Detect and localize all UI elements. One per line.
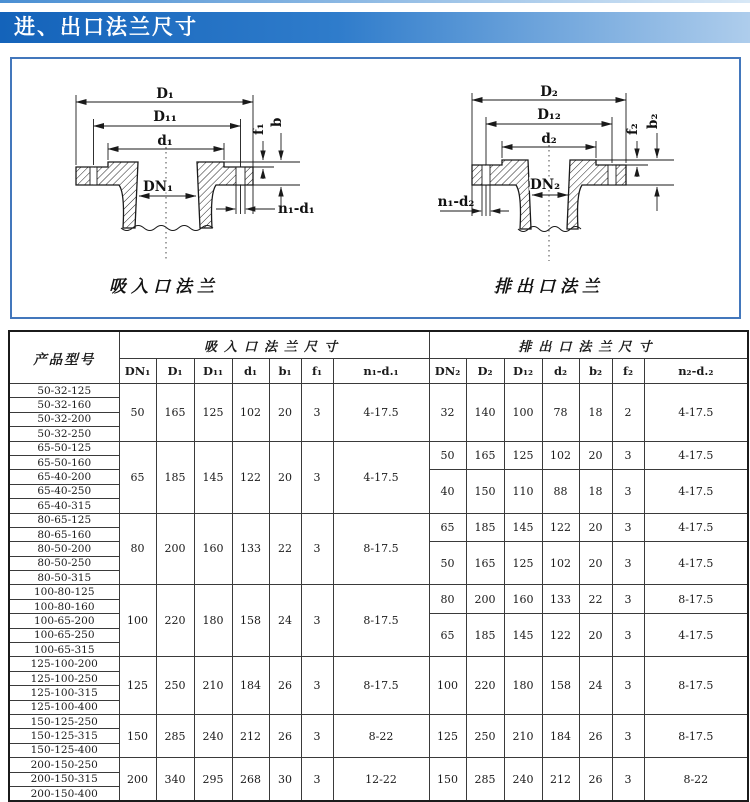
discharge-section-header: 排出口法兰尺寸 xyxy=(429,331,748,359)
dimension-value-cell: 40 xyxy=(429,470,466,513)
product-model-cell: 200-150-400 xyxy=(9,786,119,801)
dimension-value-cell: 100 xyxy=(504,384,542,442)
dimension-value-cell: 88 xyxy=(542,470,579,513)
product-model-cell: 65-40-250 xyxy=(9,484,119,498)
dimension-value-cell: 78 xyxy=(542,384,579,442)
label-d2: d₂ xyxy=(541,131,557,147)
product-model-cell: 200-150-250 xyxy=(9,758,119,772)
top-accent-stripe xyxy=(0,0,750,3)
dimension-value-cell: 3 xyxy=(612,614,644,657)
dimension-value-cell: 20 xyxy=(579,441,612,470)
dimension-value-cell: 268 xyxy=(232,758,269,802)
dimension-value-cell: 50 xyxy=(119,384,156,442)
label-b: b xyxy=(269,117,285,127)
dimension-value-cell: 200 xyxy=(119,758,156,802)
dimension-value-cell: 20 xyxy=(579,513,612,542)
label-D2: D₂ xyxy=(540,84,558,100)
dimension-value-cell: 160 xyxy=(194,513,232,585)
product-model-cell: 80-50-250 xyxy=(9,556,119,570)
dimension-column-header: d₁ xyxy=(232,359,269,384)
label-f1: f₁ xyxy=(251,123,267,135)
dimension-value-cell: 4-17.5 xyxy=(644,384,748,442)
label-b2: b₂ xyxy=(645,113,661,129)
product-model-cell: 150-125-315 xyxy=(9,729,119,743)
dimension-column-header: DN₂ xyxy=(429,359,466,384)
product-model-cell: 80-50-200 xyxy=(9,542,119,556)
dimension-value-cell: 145 xyxy=(504,513,542,542)
dimension-value-cell: 20 xyxy=(269,441,301,513)
dimension-value-cell: 158 xyxy=(232,585,269,657)
dimension-column-header: D₁₁ xyxy=(194,359,232,384)
dimension-value-cell: 184 xyxy=(232,657,269,715)
product-model-cell: 100-65-315 xyxy=(9,643,119,657)
product-model-cell: 50-32-125 xyxy=(9,384,119,398)
label-n1-d2: n₁-d₂ xyxy=(437,194,475,210)
dimension-value-cell: 3 xyxy=(612,513,644,542)
dimension-value-cell: 80 xyxy=(119,513,156,585)
dimension-column-header: f₂ xyxy=(612,359,644,384)
dimension-value-cell: 160 xyxy=(504,585,542,614)
dimension-value-cell: 180 xyxy=(194,585,232,657)
dimension-value-cell: 8-17.5 xyxy=(333,513,429,585)
product-model-cell: 80-65-160 xyxy=(9,527,119,541)
product-model-cell: 100-80-160 xyxy=(9,599,119,613)
dimension-value-cell: 180 xyxy=(504,657,542,715)
dimension-value-cell: 125 xyxy=(504,542,542,585)
product-model-cell: 80-50-315 xyxy=(9,571,119,585)
dimension-value-cell: 295 xyxy=(194,758,232,802)
dimension-value-cell: 20 xyxy=(579,614,612,657)
product-model-cell: 65-50-125 xyxy=(9,441,119,455)
table-row xyxy=(9,657,748,671)
product-model-cell: 125-100-200 xyxy=(9,657,119,671)
dimension-value-cell: 100 xyxy=(119,585,156,657)
dimension-value-cell: 125 xyxy=(429,714,466,757)
dimension-value-cell: 250 xyxy=(156,657,194,715)
dimension-value-cell: 22 xyxy=(579,585,612,614)
product-model-cell: 125-100-400 xyxy=(9,700,119,714)
dimension-value-cell: 8-17.5 xyxy=(644,585,748,614)
page-title: 进、出口法兰尺寸 xyxy=(14,15,198,39)
product-model-cell: 125-100-315 xyxy=(9,686,119,700)
dimension-value-cell: 32 xyxy=(429,384,466,442)
dimension-value-cell: 212 xyxy=(232,714,269,757)
suction-section-header: 吸入口法兰尺寸 xyxy=(119,331,429,359)
dimension-value-cell: 65 xyxy=(429,513,466,542)
dimension-value-cell: 3 xyxy=(301,384,333,442)
product-model-cell: 65-40-315 xyxy=(9,499,119,513)
dimension-value-cell: 3 xyxy=(301,441,333,513)
label-D11: D₁₁ xyxy=(153,109,177,125)
dimension-value-cell: 18 xyxy=(579,384,612,442)
dimension-value-cell: 210 xyxy=(504,714,542,757)
dimension-value-cell: 24 xyxy=(579,657,612,715)
dimension-value-cell: 125 xyxy=(194,384,232,442)
product-model-cell: 65-50-160 xyxy=(9,455,119,469)
dimension-value-cell: 3 xyxy=(612,585,644,614)
dimension-value-cell: 3 xyxy=(612,758,644,802)
dimension-value-cell: 100 xyxy=(429,657,466,715)
dimension-value-cell: 3 xyxy=(301,714,333,757)
dimension-value-cell: 122 xyxy=(232,441,269,513)
dimension-value-cell: 285 xyxy=(156,714,194,757)
product-model-cell: 200-150-315 xyxy=(9,772,119,786)
dimension-value-cell: 4-17.5 xyxy=(333,441,429,513)
dimension-value-cell: 65 xyxy=(119,441,156,513)
label-D12: D₁₂ xyxy=(537,107,561,123)
dimension-value-cell: 150 xyxy=(119,714,156,757)
dimension-value-cell: 4-17.5 xyxy=(644,441,748,470)
table-row xyxy=(9,441,748,455)
flange-drawings xyxy=(12,59,739,317)
dimension-value-cell: 24 xyxy=(269,585,301,657)
dimension-value-cell: 18 xyxy=(579,470,612,513)
flange-section-right-half xyxy=(567,160,626,229)
table-row xyxy=(9,714,748,728)
dimension-value-cell: 122 xyxy=(542,513,579,542)
table-row xyxy=(9,513,748,527)
discharge-caption: 排出口法兰 xyxy=(494,277,604,297)
dimension-value-cell: 240 xyxy=(194,714,232,757)
table-row xyxy=(9,384,748,398)
dimension-value-cell: 26 xyxy=(579,714,612,757)
dimension-value-cell: 185 xyxy=(156,441,194,513)
dimension-value-cell: 22 xyxy=(269,513,301,585)
dimension-value-cell: 12-22 xyxy=(333,758,429,802)
dimension-value-cell: 3 xyxy=(612,714,644,757)
label-d1: d₁ xyxy=(157,133,173,149)
dimension-value-cell: 8-17.5 xyxy=(333,657,429,715)
dimension-value-cell: 2 xyxy=(612,384,644,442)
dimension-value-cell: 3 xyxy=(301,758,333,802)
product-model-cell: 100-80-125 xyxy=(9,585,119,599)
table-row xyxy=(9,585,748,599)
dimension-value-cell: 240 xyxy=(504,758,542,802)
discharge-flange-drawing xyxy=(438,84,674,297)
dimension-value-cell: 3 xyxy=(301,657,333,715)
suction-caption: 吸入口法兰 xyxy=(109,277,219,297)
dimension-value-cell: 3 xyxy=(612,470,644,513)
dimension-value-cell: 4-17.5 xyxy=(644,513,748,542)
dimension-value-cell: 26 xyxy=(269,714,301,757)
dimension-value-cell: 140 xyxy=(466,384,504,442)
dimension-value-cell: 65 xyxy=(429,614,466,657)
dimension-value-cell: 133 xyxy=(232,513,269,585)
flange-section-left-half xyxy=(472,160,531,229)
dimension-value-cell: 102 xyxy=(542,441,579,470)
dimension-value-cell: 26 xyxy=(579,758,612,802)
dimension-column-header: f₁ xyxy=(301,359,333,384)
dimension-value-cell: 20 xyxy=(269,384,301,442)
product-model-cell: 150-125-400 xyxy=(9,743,119,757)
dimension-value-cell: 4-17.5 xyxy=(644,614,748,657)
dimension-value-cell: 3 xyxy=(612,657,644,715)
dimension-value-cell: 220 xyxy=(466,657,504,715)
dimension-column-header: d₂ xyxy=(542,359,579,384)
product-model-cell: 80-65-125 xyxy=(9,513,119,527)
dimension-value-cell: 8-17.5 xyxy=(333,585,429,657)
dimension-value-cell: 20 xyxy=(579,542,612,585)
dimension-value-cell: 102 xyxy=(232,384,269,442)
table-row xyxy=(9,758,748,772)
product-model-cell: 100-65-200 xyxy=(9,614,119,628)
flange-table xyxy=(8,330,749,802)
dimension-value-cell: 8-22 xyxy=(644,758,748,802)
dimension-value-cell: 210 xyxy=(194,657,232,715)
product-model-cell: 65-40-200 xyxy=(9,470,119,484)
product-model-cell: 100-65-250 xyxy=(9,628,119,642)
dimension-column-header: D₁ xyxy=(156,359,194,384)
dimension-value-cell: 340 xyxy=(156,758,194,802)
dimension-column-header: n₂-d.₂ xyxy=(644,359,748,384)
dimension-column-header: D₂ xyxy=(466,359,504,384)
dimension-column-header: DN₁ xyxy=(119,359,156,384)
product-model-cell: 150-125-250 xyxy=(9,714,119,728)
product-model-cell: 50-32-250 xyxy=(9,427,119,441)
dimension-value-cell: 4-17.5 xyxy=(644,542,748,585)
label-D1: D₁ xyxy=(156,86,174,102)
dimension-value-cell: 8-17.5 xyxy=(644,657,748,715)
dimension-value-cell: 145 xyxy=(194,441,232,513)
dimension-value-cell: 158 xyxy=(542,657,579,715)
dimension-value-cell: 125 xyxy=(119,657,156,715)
dimension-value-cell: 8-22 xyxy=(333,714,429,757)
product-model-cell: 50-32-160 xyxy=(9,398,119,412)
label-DN1: DN₁ xyxy=(143,179,173,195)
dimension-value-cell: 4-17.5 xyxy=(644,470,748,513)
flange-section-left-half xyxy=(76,162,138,228)
dimension-value-cell: 3 xyxy=(301,585,333,657)
dimension-value-cell: 4-17.5 xyxy=(333,384,429,442)
dimension-value-cell: 30 xyxy=(269,758,301,802)
label-n1-d1: n₁-d₁ xyxy=(278,201,315,217)
dimension-value-cell: 250 xyxy=(466,714,504,757)
suction-flange-drawing xyxy=(76,86,315,297)
dimension-value-cell: 50 xyxy=(429,441,466,470)
dimension-value-cell: 125 xyxy=(504,441,542,470)
dimension-column-header: b₁ xyxy=(269,359,301,384)
diagram-panel xyxy=(10,57,741,319)
label-f2: f₂ xyxy=(625,123,641,135)
dimension-value-cell: 165 xyxy=(156,384,194,442)
dimension-value-cell: 102 xyxy=(542,542,579,585)
dimension-value-cell: 122 xyxy=(542,614,579,657)
dimension-column-header: b₂ xyxy=(579,359,612,384)
dimension-value-cell: 220 xyxy=(156,585,194,657)
dimension-value-cell: 50 xyxy=(429,542,466,585)
dimension-value-cell: 184 xyxy=(542,714,579,757)
dimension-value-cell: 185 xyxy=(466,614,504,657)
dimension-value-cell: 165 xyxy=(466,542,504,585)
title-bar xyxy=(0,12,750,43)
dimension-value-cell: 145 xyxy=(504,614,542,657)
product-model-cell: 125-100-250 xyxy=(9,671,119,685)
product-column-header: 产品型号 xyxy=(9,331,119,384)
product-model-cell: 50-32-200 xyxy=(9,412,119,426)
dimension-value-cell: 110 xyxy=(504,470,542,513)
dimension-value-cell: 165 xyxy=(466,441,504,470)
dimension-value-cell: 133 xyxy=(542,585,579,614)
dimension-value-cell: 285 xyxy=(466,758,504,802)
dimension-value-cell: 80 xyxy=(429,585,466,614)
dimension-value-cell: 3 xyxy=(612,542,644,585)
dimension-value-cell: 200 xyxy=(466,585,504,614)
dimension-value-cell: 212 xyxy=(542,758,579,802)
dimension-value-cell: 26 xyxy=(269,657,301,715)
dimension-value-cell: 8-17.5 xyxy=(644,714,748,757)
dimension-column-header: D₁₂ xyxy=(504,359,542,384)
dimension-value-cell: 3 xyxy=(301,513,333,585)
label-DN2: DN₂ xyxy=(530,177,560,193)
dimension-value-cell: 185 xyxy=(466,513,504,542)
dimension-value-cell: 150 xyxy=(429,758,466,802)
dimension-value-cell: 150 xyxy=(466,470,504,513)
dimension-value-cell: 200 xyxy=(156,513,194,585)
dimension-value-cell: 3 xyxy=(612,441,644,470)
dimension-column-header: n₁-d.₁ xyxy=(333,359,429,384)
